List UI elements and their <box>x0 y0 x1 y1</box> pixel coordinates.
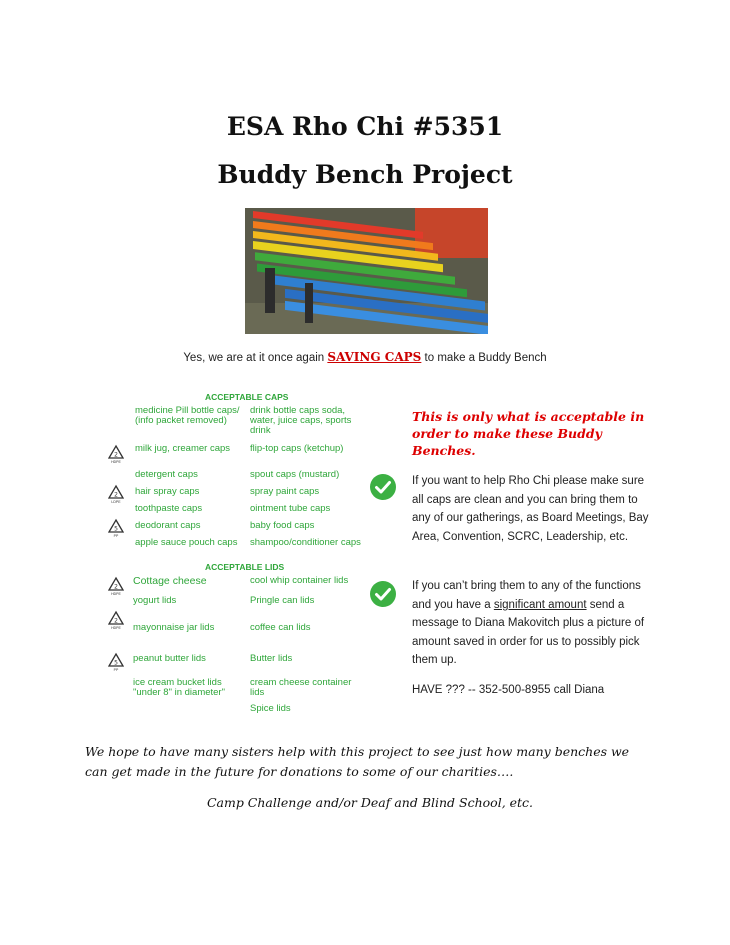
para2-text: If you can’t bring them to any of the functions and you have a <box>412 580 641 611</box>
lid-item: ice cream bucket lids "under 8" in diameter" <box>133 677 225 698</box>
recycle-symbol-icon <box>108 610 124 630</box>
cap-item: apple sauce pouch caps <box>135 537 238 548</box>
significant-amount-emphasis: significant amount <box>493 598 587 611</box>
para2-text-end: send a message to Diana Makovitch plus a picture of amount saved in order for us to possibly pick them up. <box>412 598 645 666</box>
recycle-number: 5 <box>114 659 118 667</box>
cap-item: detergent caps <box>135 469 198 480</box>
lid-item: cream cheese container lids <box>250 677 352 698</box>
instructions-paragraph-2 <box>412 577 652 670</box>
lid-item: cool whip container lids <box>250 575 349 586</box>
recycle-number: 5 <box>114 525 118 533</box>
cap-item: deodorant caps <box>135 520 201 531</box>
intro-text-end: to make a Buddy Bench <box>421 352 547 364</box>
cap-item: spout caps (mustard) <box>250 469 340 480</box>
svg-text:HDPE: HDPE <box>111 592 121 596</box>
lid-item: Spice lids <box>250 703 291 714</box>
recycle-symbol-icon <box>108 518 124 538</box>
lid-item: Butter lids <box>250 653 293 664</box>
intro-text: Yes, we are at it once again <box>183 352 328 364</box>
svg-text:HDPE: HDPE <box>111 626 121 630</box>
cap-item: toothpaste caps <box>135 503 203 514</box>
recycle-symbol-icon <box>108 444 124 464</box>
cap-item: milk jug, creamer caps <box>135 443 231 454</box>
svg-text:PP: PP <box>113 534 119 538</box>
lid-item: yogurt lids <box>133 595 177 606</box>
svg-text:LDPE: LDPE <box>111 500 121 504</box>
recycle-number: 2 <box>114 617 118 625</box>
footer-hope-text: We hope to have many sisters help with this project to see just how many benches we can get made in the future for donations to some of our charities…. <box>85 744 630 779</box>
instructions-paragraph-1: If you want to help Rho Chi please make sure all caps are clean and you can bring them to any of our gatherings, as Board Meetings, Bay Area, Convention, SCRC, Leadership, etc. <box>412 475 649 543</box>
svg-text:PP: PP <box>113 668 119 672</box>
footer-charities: Camp Challenge and/or Deaf and Blind School, etc. <box>206 795 534 810</box>
saving-caps-emphasis: SAVING CAPS <box>327 350 422 364</box>
lid-item: coffee can lids <box>250 622 311 633</box>
lid-item: peanut butter lids <box>133 653 206 664</box>
check-icon <box>369 473 397 501</box>
contact-line: HAVE ??? -- 352-500-8955 call Diana <box>412 684 605 696</box>
recycle-number: 2 <box>114 451 118 459</box>
intro-line <box>0 350 730 364</box>
cap-item: shampoo/conditioner caps <box>250 537 361 548</box>
recycle-symbol-icon <box>108 652 124 672</box>
recycle-number: 2 <box>114 491 118 499</box>
recycle-number: 2 <box>114 583 118 591</box>
lid-item: Cottage cheese <box>133 575 207 587</box>
lid-item: Pringle can lids <box>250 595 315 606</box>
lid-item: mayonnaise jar lids <box>133 622 215 633</box>
recycle-symbol-icon <box>108 484 124 504</box>
cap-item: ointment tube caps <box>250 503 331 514</box>
buddy-bench-photo <box>245 208 488 334</box>
page-title: ESA Rho Chi #5351 <box>226 112 504 141</box>
caps-heading: ACCEPTABLE CAPS <box>205 392 289 402</box>
cap-item: baby food caps <box>250 520 315 531</box>
cap-item: drink bottle caps soda, water, juice caps, sports drink <box>250 405 352 436</box>
check-icon <box>369 580 397 608</box>
cap-item: spray paint caps <box>250 486 320 497</box>
cap-item: medicine Pill bottle caps/ (info packet removed) <box>135 405 240 426</box>
acceptable-note: This is only what is acceptable in order to make these Buddy Benches. <box>412 409 645 458</box>
lids-heading: ACCEPTABLE LIDS <box>205 562 285 572</box>
page-subtitle: Buddy Bench Project <box>217 160 513 189</box>
recycle-symbol-icon <box>108 576 124 596</box>
svg-text:HDPE: HDPE <box>111 460 121 464</box>
cap-item: hair spray caps <box>135 486 200 497</box>
acceptable-items-chart <box>100 388 360 718</box>
cap-item: flip-top caps (ketchup) <box>250 443 344 454</box>
